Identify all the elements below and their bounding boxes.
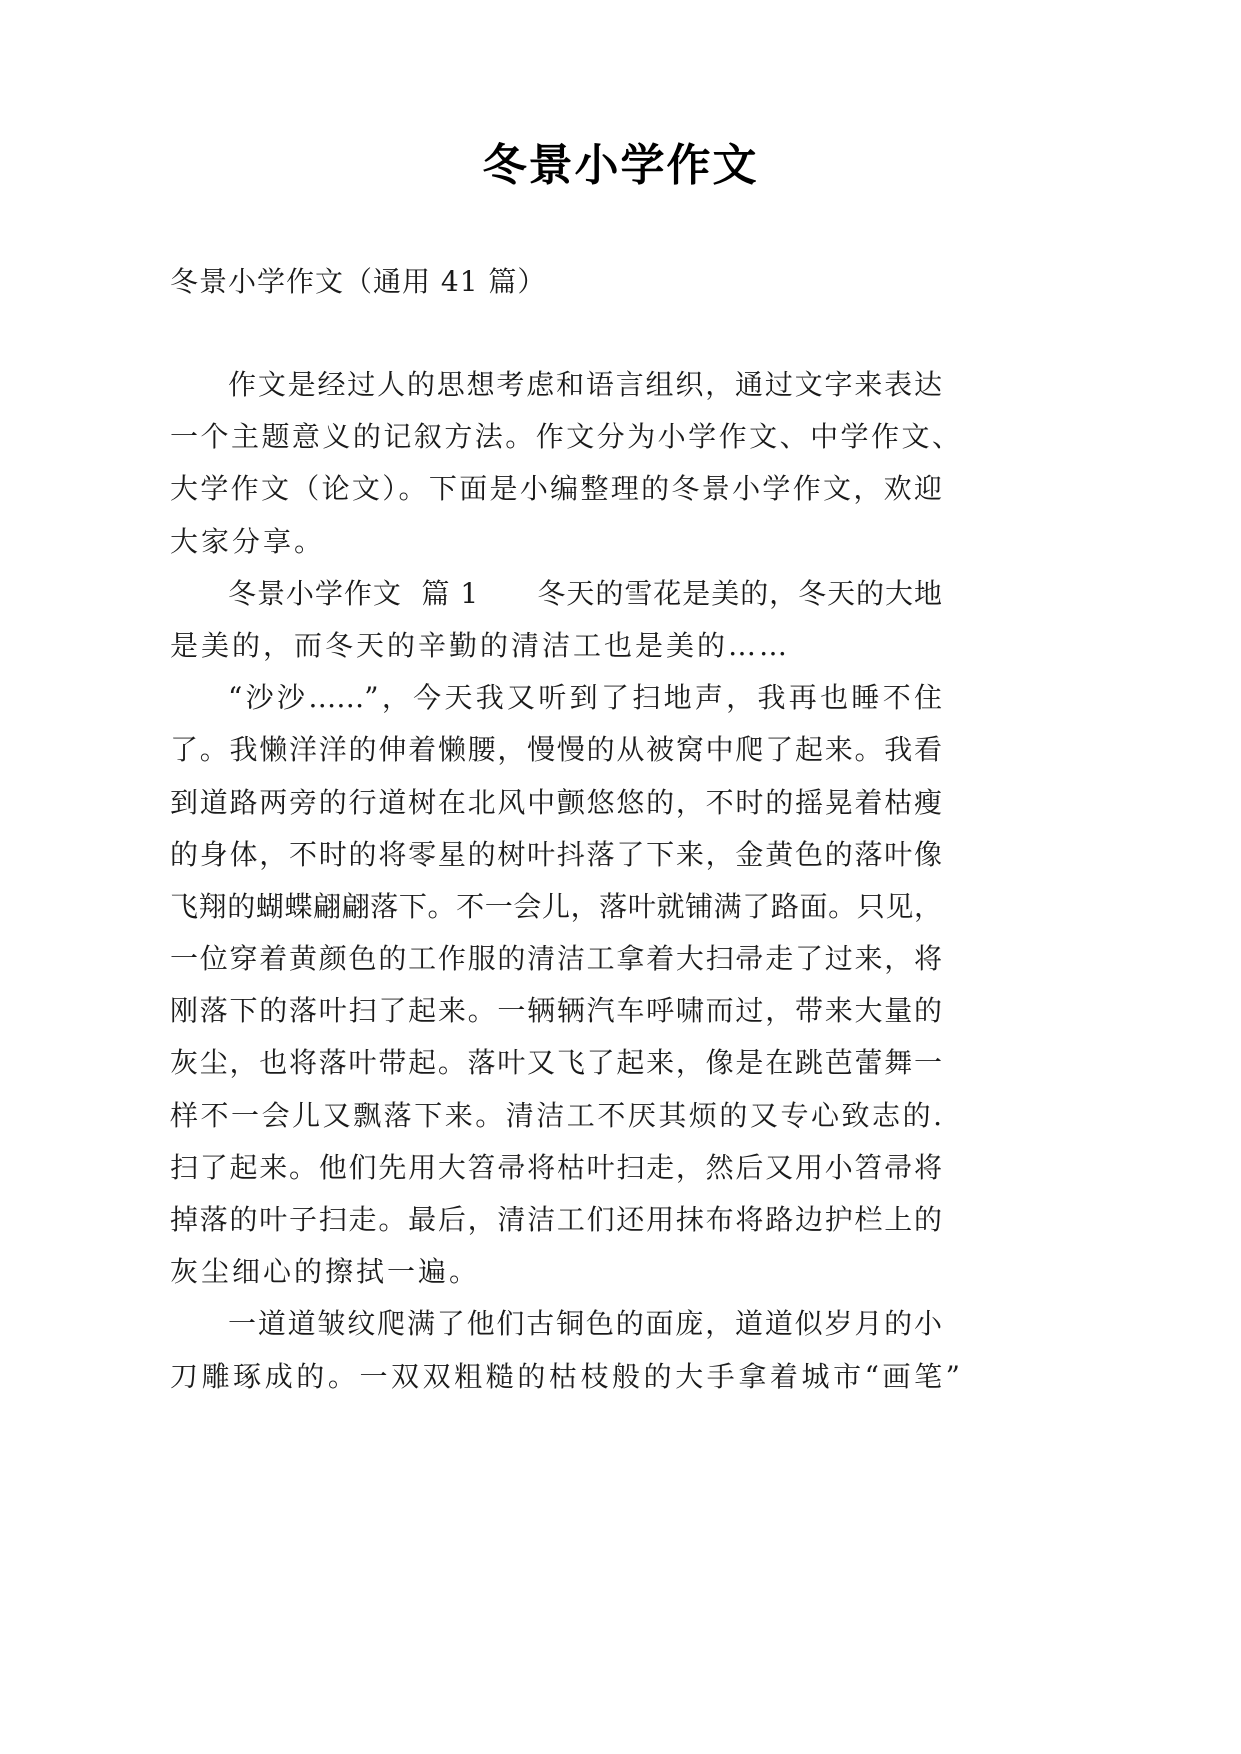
- paragraph-3-line-4: 的身体，不时的将零星的树叶抖落了下来，金黄色的落叶像: [170, 837, 942, 871]
- paragraph-3-line-12: 灰尘细心的擦拭一遍。: [170, 1255, 481, 1289]
- paragraph-1-line-2: 一个主题意义的记叙方法。作文分为小学作文、中学作文、: [170, 420, 960, 454]
- document-subtitle: 冬景小学作文（通用 41 篇）: [170, 265, 547, 298]
- paragraph-3-line-2: 了。我懒洋洋的伸着懒腰，慢慢的从被窝中爬了起来。我看: [170, 733, 942, 767]
- paragraph-1-line-1: 作文是经过人的思想考虑和语言组织，通过文字来表达: [228, 368, 942, 401]
- paragraph-3-line-3: 到道路两旁的行道树在北风中颤悠悠的，不时的摇晃着枯瘦: [170, 785, 942, 819]
- paragraph-2-line-1: 冬景小学作文 篇 1 冬天的雪花是美的，冬天的大地: [228, 576, 942, 610]
- paragraph-3-line-8: 灰尘，也将落叶带起。落叶又飞了起来，像是在跳芭蕾舞一: [170, 1046, 942, 1080]
- paragraph-1-line-3: 大学作文（论文）。下面是小编整理的冬景小学作文，欢迎: [170, 472, 942, 506]
- paragraph-2-line-2: 是美的，而冬天的辛勤的清洁工也是美的……: [170, 628, 791, 662]
- paragraph-4-line-1: 一道道皱纹爬满了他们古铜色的面庞，道道似岁月的小: [228, 1307, 942, 1341]
- document-title: 冬景小学作文: [482, 140, 759, 191]
- paragraph-3-line-6: 一位穿着黄颜色的工作服的清洁工拿着大扫帚走了过来，将: [170, 942, 942, 976]
- paragraph-3-line-10: 扫了起来。他们先用大笤帚将枯叶扫走，然后又用小笤帚将: [170, 1150, 942, 1184]
- paragraph-1-line-4: 大家分享。: [170, 524, 326, 558]
- paragraph-3-line-11: 掉落的叶子扫走。最后，清洁工们还用抹布将路边护栏上的: [170, 1203, 942, 1236]
- paragraph-3-line-9: 样不一会儿又飘落下来。清洁工不厌其烦的又专心致志的.: [170, 1098, 942, 1132]
- paragraph-3-line-5: 飞翔的蝴蝶翩翩落下。不一会儿，落叶就铺满了路面。只见，: [170, 889, 942, 923]
- paragraph-3-line-1: “沙沙……”，今天我又听到了扫地声，我再也睡不住: [228, 681, 942, 715]
- paragraph-3-line-7: 刚落下的落叶扫了起来。一辆辆汽车呼啸而过，带来大量的: [170, 994, 942, 1028]
- document-body: [170, 359, 960, 1403]
- paragraph-4-line-2: 刀雕琢成的。一双双粗糙的枯枝般的大手拿着城市“画笔”: [170, 1359, 960, 1393]
